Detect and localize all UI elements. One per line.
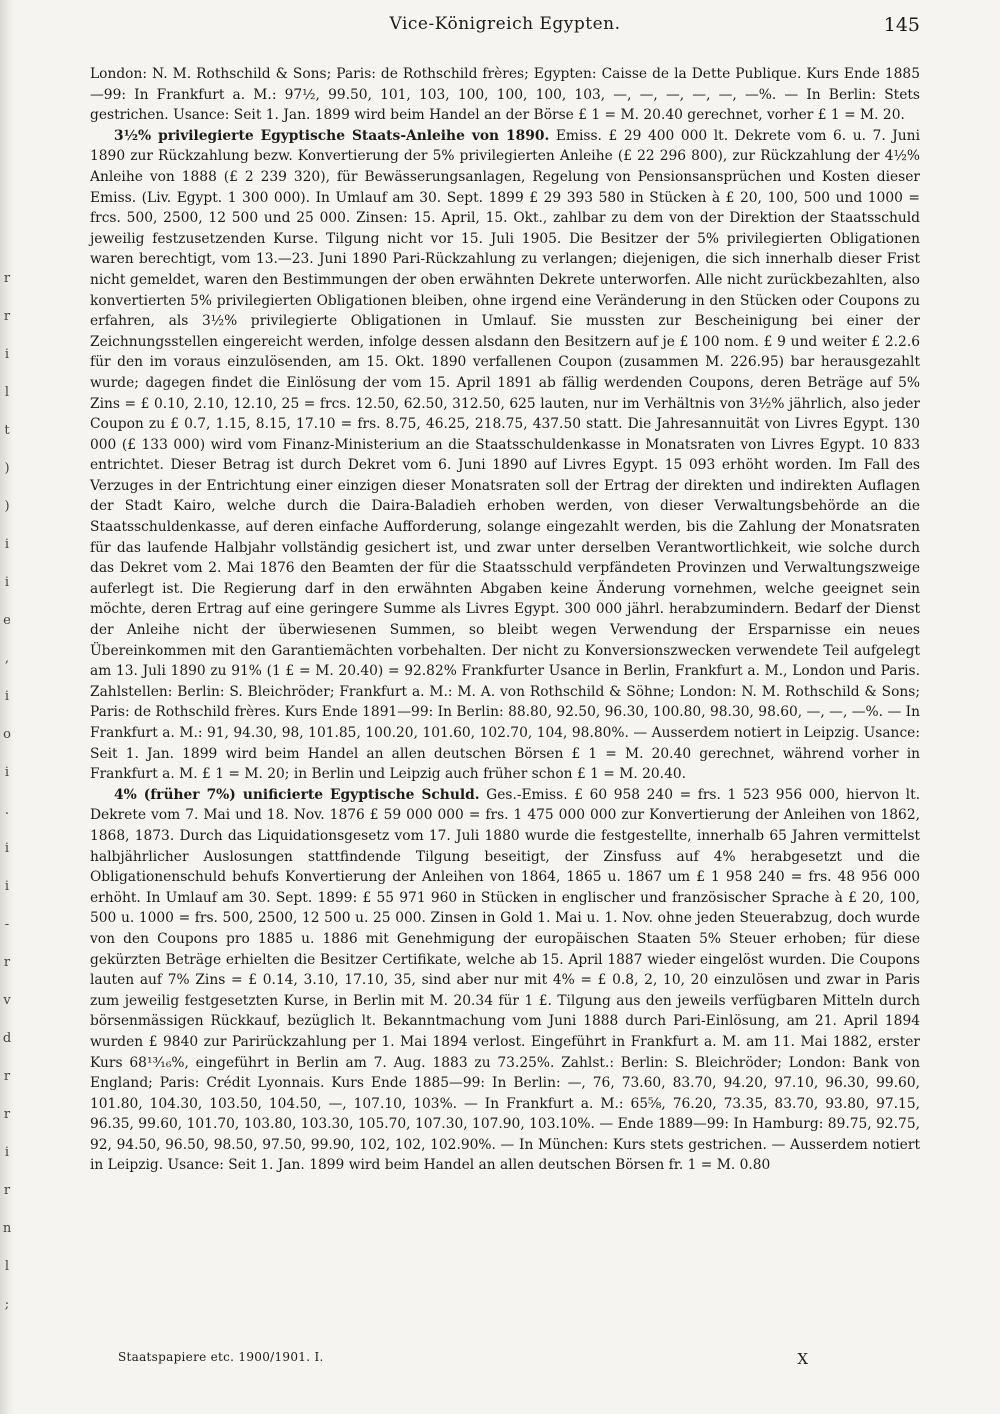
section-heading-unified-debt: 4% (früher 7%) unificierte Egyptische Schuld. [114,786,480,803]
margin-mark: l [4,385,10,400]
margin-mark: i [4,841,10,856]
margin-mark: r [3,955,11,970]
section-body-unified-debt: Ges.-Emiss. £ 60 958 240 = frs. 1 523 956 000, hiervon lt. Dekrete vom 7. Mai und 18. Nov. 1876 £ 59 000 000 = frs. 1 475 000 000 zur Konvertierung der Anleihen von 1862, 1868, 1873. Durch das Liquidationsgesetz vom 17. Juli 1880 wurde die festgestellte, innerhalb 65 Jahren vermittelst halbjährlicher Auslosungen stattfindende Tilgung beseitigt, der Zinsfuss auf 4% herabgesetzt und die Obligationenschuld behufs Konvertierung der Anleihen von 1864, 1865 u. 1867 um £ 1 958 240 = frs. 48 956 000 erhöht. In Umlauf am 30. Sept. 1899: £ 55 971 960 in Stücken in englischer und französischer Sprache à £ 20, 100, 500 u. 1000 = frs. 500, 2500, 12 500 u. 25 000. Zinsen in Gold 1. Mai u. 1. Nov. ohne jeden Steuerabzug, doch wurde von den Coupons pro 1885 u. 1886 mit Genehmigung der europäischen Staaten 5% Steuer erhoben; für diese gekürzten Beträge erhielten die Besitzer Certifikate, welche ab 15. April 1887 wieder eingelöst wurden. Die Coupons lauten auf 7% Zins = £ 0.14, 3.10, 17.10, 35, sind aber nur mit 4% = £ 0.8, 2, 10, 20 einzulösen und zwar in Paris zum jeweilig festgesetzten Kurse, in Berlin mit M. 20.34 für 1 £. Tilgung aus den jeweils verfügbaren Mitteln durch börsenmässigen Rückkauf, bezüglich lt. Bekanntmachung vom Juni 1888 durch Pari-Einlösung, am 21. April 1894 wurden £ 9840 zur Parirückzahlung per 1. Mai 1894 verlost. Eingeführt in Frankfurt a. M. am 11. Mai 1882, erster Kurs 68¹³⁄₁₆%, eingeführt in Berlin am 7. Aug. 1883 zu 73.25%. Zahlst.: Berlin: S. Bleichröder; London: Bank von England; Paris: Crédit Lyonnais. Kurs Ende 1885—99: In Berlin: —, 76, 73.60, 83.70, 94.20, 97.10, 96.30, 99.60, 101.80, 104.30, 103.50, 104.50, —, 107.10, 103%. — In Frankfurt a. M.: 65⅝, 76.20, 73.35, 83.70, 93.80, 97.15, 96.35, 99.60, 101.70, 103.80, 103.30, 105.70, 107.30, 107.90, 103.10%. — Ende 1889—99: In Hamburg: 89.75, 92.75, 92, 94.50, 96.50, 98.50, 97.50, 99.90, 102, 102, 102.90%. — In München: Kurs stets gestrichen. — Ausserdem notiert in Leipzig. Usance: Seit 1. Jan. 1899 wird beim Handel an allen deutschen Börsen fr. 1 = M. 0.80 [90,786,921,1174]
section-body-privileged-loan: Emiss. £ 29 400 000 lt. Dekrete vom 6. u. 7. Juni 1890 zur Rückzahlung bezw. Konvertierung der 5% privilegierten Anleihe (£ 22 296 800), zur Rückzahlung der 4½% Anleihe von 1888 (£ 2 239 320), für Bewässerungsanlagen, Regelung von Pensionsansprüchen und Kosten dieser Emiss. (Liv. Egypt. 1 300 000). In Umlauf am 30. Sept. 1899 £ 29 393 580 in Stücken à £ 20, 100, 500 und 1000 = frcs. 500, 2500, 12 500 und 25 000. Zinsen: 15. April, 15. Okt., zahlbar zu dem von der Direktion der Staatsschuld jeweilig festzusetzenden Kurse. Tilgung nicht vor 15. Juli 1905. Die Besitzer der 5% privilegierten Obligationen waren berechtigt, vom 13.—23. Juni 1890 Pari-Rückzahlung zu verlangen; diejenigen, die sich innerhalb dieser Frist nicht gemeldet, waren den Bestimmungen der oben erwähnten Dekrete unterworfen. Alle nicht zurückbezahlten, also konvertierten 5% privilegierten Obligationen bleiben, ohne irgend eine Veränderung in den Stücken oder Coupons zu erfahren, als 3½% privilegierte Obligationen in Umlauf. Sie mussten zur Bescheinigung bei einer der Zeichnungsstellen eingereicht werden, infolge dessen alsdann den Besitzern auf je £ 100 nom. £ 9 und weiter £ 2.2.6 für den im voraus einzulösenden, am 15. Okt. 1890 verfallenen Coupon (zusammen M. 226.95) bar herausgezahlt wurde; dagegen findet die Einlösung der vom 15. April 1891 ab fällig werdenden Coupons, deren Beträge auf 5% Zins = £ 0.10, 2.10, 12.10, 25 = frcs. 12.50, 62.50, 312.50, 625 lauten, nur im Verhältnis von 3½% jährlich, also jeder Coupon zu £ 0.7, 1.15, 8.15, 17.10 = frs. 8.75, 46.25, 218.75, 437.50 statt. Die Jahresannuität von Livres Egypt. 130 000 (£ 133 000) wird vom Finanz-Ministerium an die Staatsschuldenkasse in Monatsraten von Livres Egypt. 10 833 entrichtet. Dieser Betrag ist durch Dekret vom 6. Juni 1890 auf Livres Egypt. 15 093 erhöht worden. Im Fall des Verzuges in der Entrichtung einer einzigen dieser Monatsraten soll der Ertrag der direkten und indirekten Auflagen der Stadt Kairo, welche durch die Daira-Baladieh erhoben werden, von dieser Verwaltungsbehörde an die Staatsschuldenkasse, auf deren einfache Aufforderung, solange eingezahlt werden, bis die Zahlung der Monatsraten für das laufende Halbjahr vollständig gesichert ist, und zwar unter derselben Verantwortlichkeit, wie solche durch das Dekret vom 2. Mai 1876 den Beamten der für die Staatsschuld verpfändeten Provinzen und Verwaltungszweige auferlegt ist. Die Regierung darf in den erwähnten Abgaben keine Änderung vornehmen, welche geeignet sein möchte, deren Ertrag auf eine geringere Summe als Livres Egypt. 300 000 jährl. herabzumindern. Bedarf der Dienst der Anleihe nicht der überwiesenen Summen, so bleibt wegen Verwendung der Ersparnisse ein neues Übereinkommen mit den Garantiemächten vorbehalten. Der nicht zu Konversionszwecken verwendete Teil aufgelegt am 13. Juli 1890 zu 91% (1 £ = M. 20.40) = 92.82% Frankfurter Usance in Berlin, Frankfurt a. M., London und Paris. Zahlstellen: Berlin: S. Bleichröder; Frankfurt a. M.: M. A. von Rothschild & Söhne; London: N. M. Rothschild & Sons; Paris: de Rothschild frères. Kurs Ende 1891—99: In Berlin: 88.80, 92.50, 96.30, 100.80, 98.30, 98.60, —, —, —%. — In Frankfurt a. M.: 91, 94.30, 98, 101.85, 100.20, 101.60, 102.70, 104, 98.80%. — Ausserdem notiert in Leipzig. Usance: Seit 1. Jan. 1899 wird beim Handel an allen deutschen Börsen £ 1 = M. 20.40 gerechnet, während vorher in Frankfurt a. M. £ 1 = M. 20; in Berlin und Leipzig auch früher schon £ 1 = M. 20.40. [90,127,920,783]
margin-mark: - [4,917,10,932]
margin-mark: d [2,1031,12,1046]
running-head [90,14,920,46]
margin-mark: l [4,1259,10,1274]
section-unified-debt [90,785,920,1176]
margin-mark: o [3,727,11,742]
margin-mark: ) [4,461,10,476]
page-footer [118,1350,808,1372]
margin-mark: i [4,689,10,704]
intro-paragraph: London: N. M. Rothschild & Sons; Paris: de Rothschild frères; Egypten: Caisse de la Dette Publique. Kurs Ende 1885—99: In Frankfurt a. M.: 97½, 99.50, 101, 103, 100, 100, 100, 103, —, —, —, —, —, —%. — In Berlin: Stets gestrichen. Usance: Seit 1. Jan. 1899 wird beim Handel an der Börse £ 1 = M. 20.40 gerechnet, vorher £ 1 = M. 20. [90,66,920,124]
margin-mark: v [3,993,11,1008]
margin-mark: i [4,879,10,894]
margin-mark: ; [4,1297,10,1312]
margin-mark: r [3,1069,11,1084]
margin-mark: r [3,1107,11,1122]
section-1990-loan [90,126,920,785]
margin-mark: n [2,1221,12,1236]
margin-mark: r [3,271,11,286]
margin-mark: i [4,537,10,552]
margin-bleed-marks [0,260,14,1324]
margin-mark: t [4,423,10,438]
margin-mark: r [3,309,11,324]
section-heading-privileged-loan: 3½% privilegierte Egyptische Staats-Anleihe von 1890. [114,127,550,144]
margin-mark: i [4,765,10,780]
margin-mark: i [4,347,10,362]
margin-mark: i [4,1145,10,1160]
footer-signature: Staatspapiere etc. 1900/1901. I. [118,1350,324,1364]
page-body [90,64,920,1176]
margin-mark: e [3,613,11,628]
margin-mark: r [3,1183,11,1198]
margin-mark: . [4,803,10,818]
page-number: 145 [883,14,920,36]
footer-sheet-mark: X [797,1350,808,1368]
margin-mark: ) [4,499,10,514]
margin-mark: , [4,651,10,666]
margin-mark: i [4,575,10,590]
running-head-title: Vice-Königreich Egypten. [389,14,621,34]
